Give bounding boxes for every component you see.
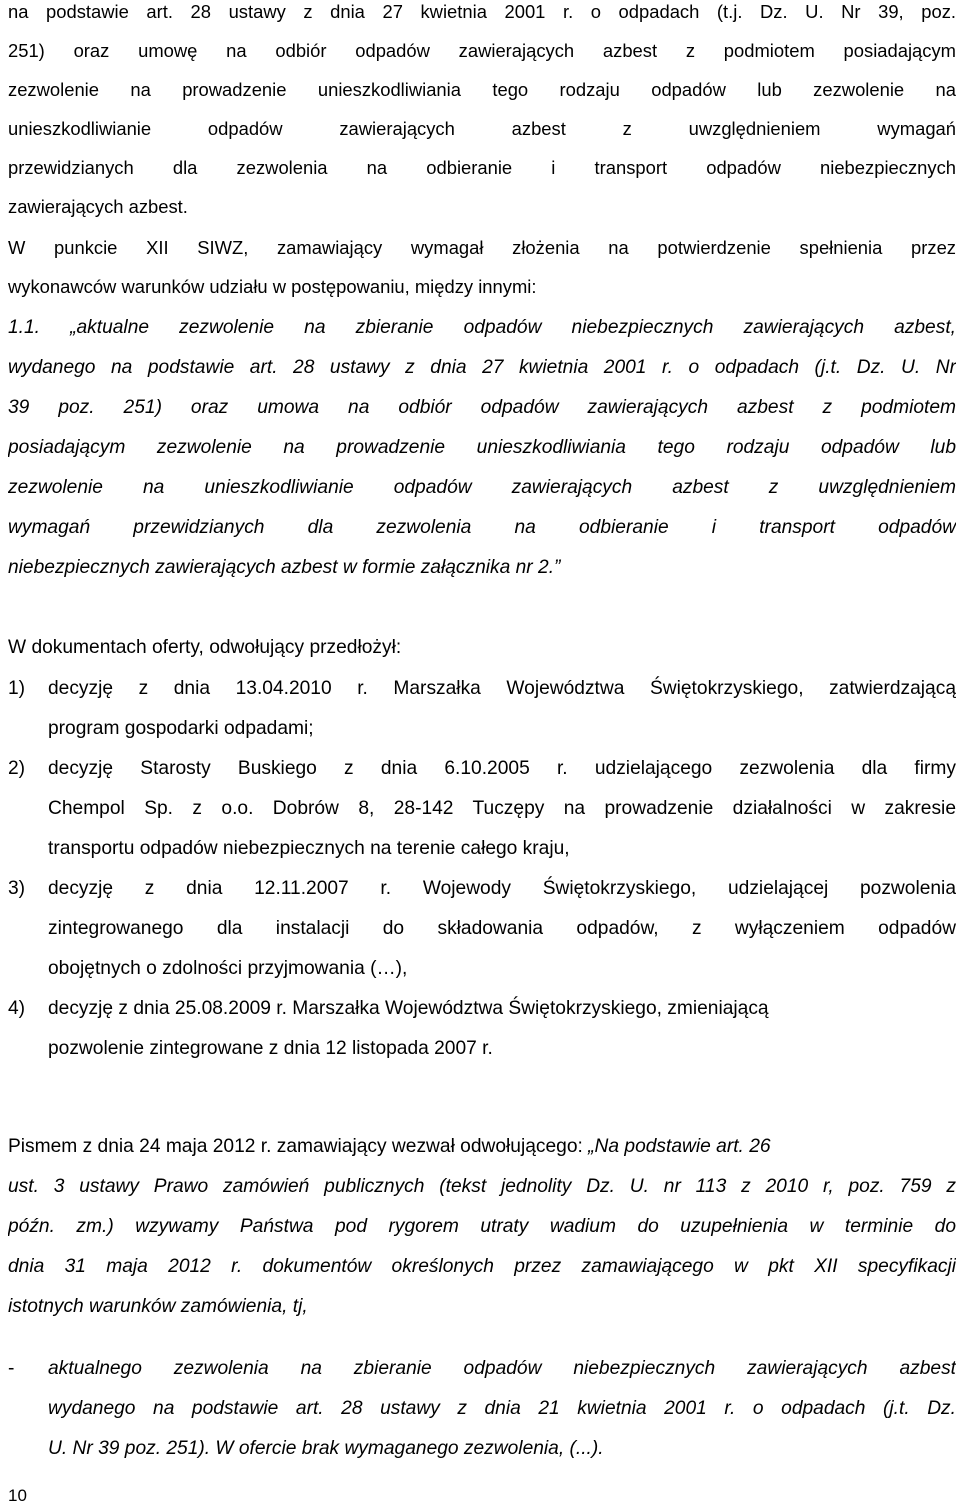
quote-line: wymagań przewidzianych dla zezwolenia na odbieranie i transport odpadów [8,517,956,538]
letter-line: dnia 31 maja 2012 r. dokumentów określonych przez zamawiającego w pkt XII specyfikacji [8,1256,956,1277]
letter-line: ust. 3 ustawy Prawo zamówień publicznych (tekst jednolity Dz. U. nr 113 z 2010 r, poz. 759 z [8,1176,956,1197]
quote-line: zezwolenie na unieszkodliwianie odpadów zawierających azbest z uwzględnieniem [8,477,956,498]
text-line: na podstawie art. 28 ustawy z dnia 27 kwietnia 2001 r. o odpadach (t.j. Dz. U. Nr 39, poz. [8,1,956,22]
letter-text: Pismem z dnia 24 maja 2012 r. zamawiający wezwał odwołującego: [8,1136,589,1157]
quote-line: niebezpiecznych zawierających azbest w formie załącznika nr 2.” [8,557,561,578]
text-line: unieszkodliwianie odpadów zawierających azbest z uwzględnieniem wymagań [8,118,956,139]
page-number: 10 [8,1486,27,1505]
letter-line: istotnych warunków zamówienia, tj, [8,1296,308,1317]
letter-quote-start: „Na podstawie art. 26 [588,1136,771,1157]
quote-line: posiadającym zezwolenie na prowadzenie unieszkodliwiania tego rodzaju odpadów lub [8,437,956,458]
text-line: zawierających azbest. [8,196,188,217]
text-line: zezwolenie na prowadzenie unieszkodliwiania tego rodzaju odpadów lub zezwolenie na [8,79,956,100]
list-item-line: pozwolenie zintegrowane z dnia 12 listopada 2007 r. [48,1038,493,1059]
list-item-line: decyzję z dnia 12.11.2007 r. Wojewody Świętokrzyskiego, udzielającej pozwolenia [48,878,956,899]
dash-item-line: wydanego na podstawie art. 28 ustawy z dnia 21 kwietnia 2001 r. o odpadach (j.t. Dz. [48,1398,956,1419]
text-line: wykonawców warunków udziału w postępowaniu, między innymi: [8,276,537,297]
quote-line: 1.1. „aktualne zezwolenie na zbieranie odpadów niebezpiecznych zawierających azbest, [8,317,956,338]
text-line: 251) oraz umowę na odbiór odpadów zawierających azbest z podmiotem posiadającym [8,40,956,61]
list-number: 1) [8,678,26,699]
list-item-line: decyzję z dnia 25.08.2009 r. Marszałka Województwa Świętokrzyskiego, zmieniającą [48,998,769,1019]
list-item-line: decyzję z dnia 13.04.2010 r. Marszałka Województwa Świętokrzyskiego, zatwierdzającą [48,678,956,699]
list-item-line: obojętnych o zdolności przyjmowania (…), [48,958,408,979]
list-item-line: transportu odpadów niebezpiecznych na terenie całego kraju, [48,838,570,859]
text-line: przewidzianych dla zezwolenia na odbieranie i transport odpadów niebezpiecznych [8,157,956,178]
letter-line: późn. zm.) wzywamy Państwa pod rygorem utraty wadium do uzupełnienia w terminie do [8,1216,956,1237]
list-number: 3) [8,878,26,899]
list-item-line: Chempol Sp. z o.o. Dobrów 8, 28-142 Tuczępy na prowadzenie działalności w zakresie [48,798,956,819]
list-number: 2) [8,758,26,779]
dash-item-line: U. Nr 39 poz. 251). W ofercie brak wymaganego zezwolenia, (...). [48,1438,604,1459]
text-line: W punkcie XII SIWZ, zamawiający wymagał złożenia na potwierdzenie spełnienia przez [8,237,956,258]
letter-line [8,1134,956,1162]
list-item-line: program gospodarki odpadami; [48,718,314,739]
list-number: 4) [8,998,26,1019]
documents-intro: W dokumentach oferty, odwołujący przedłożył: [8,637,402,658]
dash-item-line: aktualnego zezwolenia na zbieranie odpadów niebezpiecznych zawierających azbest [48,1358,956,1379]
dash-marker: - [8,1358,15,1379]
list-item-line: zintegrowanego dla instalacji do składowania odpadów, z wyłączeniem odpadów [48,918,956,939]
quote-line: wydanego na podstawie art. 28 ustawy z dnia 27 kwietnia 2001 r. o odpadach (j.t. Dz. U. Nr [8,357,956,378]
quote-line: 39 poz. 251) oraz umowa na odbiór odpadów zawierających azbest z podmiotem [8,397,956,418]
list-item-line: decyzję Starosty Buskiego z dnia 6.10.2005 r. udzielającego zezwolenia dla firmy [48,758,956,779]
